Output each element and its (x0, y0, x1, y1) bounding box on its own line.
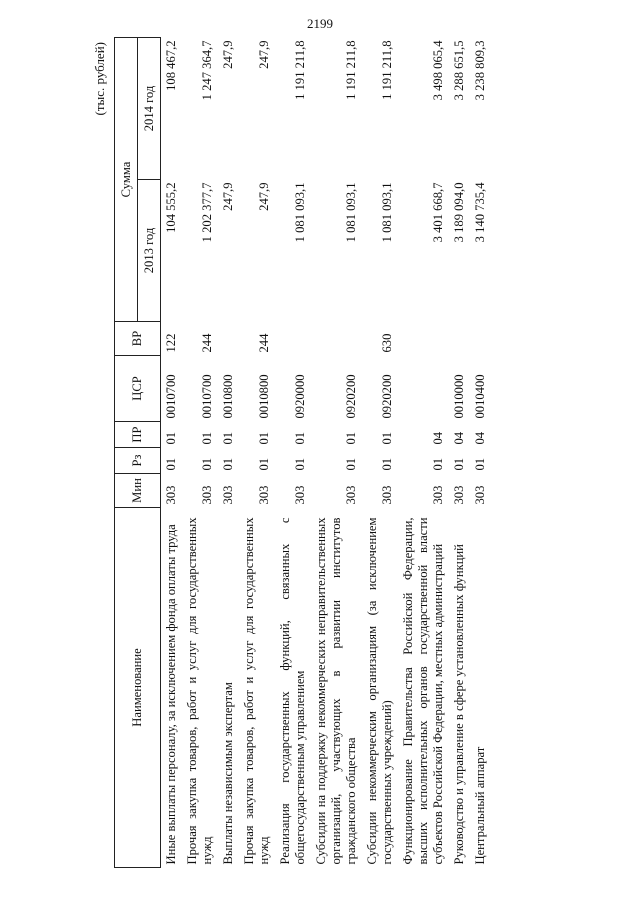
row-min: 303 (452, 485, 466, 505)
row-2014: 3 498 065,4 (431, 40, 445, 101)
table-row (311, 37, 362, 867)
row-rz: 01 (380, 457, 394, 471)
row-csr: 0920200 (380, 374, 394, 419)
row-rz: 01 (452, 457, 466, 471)
header-2014: 2014 год (138, 37, 161, 179)
row-rz: 01 (431, 457, 445, 471)
table-row (449, 37, 470, 867)
row-pr: 04 (452, 431, 466, 445)
header-min: Мин (115, 474, 161, 508)
row-name: Функционирование Правительства Российской Федерации, высших исполнительных органов государственной власти субъектов Российской Федерации, местных администраций (401, 517, 445, 865)
row-csr: 0010700 (164, 374, 178, 419)
row-vr: 122 (164, 333, 178, 353)
row-pr: 04 (431, 431, 445, 445)
row-2014: 247,9 (257, 40, 271, 69)
rotated-table-area (92, 38, 522, 868)
table-row (218, 37, 239, 867)
row-min: 303 (164, 485, 178, 505)
row-csr: 0010800 (257, 374, 271, 419)
row-vr: 244 (257, 333, 271, 353)
table-row (161, 37, 183, 867)
row-2014: 3 288 651,5 (452, 40, 466, 101)
table-row (362, 37, 398, 867)
page-number: 2199 (307, 16, 333, 31)
row-vr (398, 322, 449, 356)
row-2013: 1 081 093,1 (293, 182, 307, 243)
row-pr: 01 (293, 431, 307, 445)
row-csr: 0920200 (344, 374, 358, 419)
row-rz: 01 (473, 457, 487, 471)
row-2014: 108 467,2 (164, 40, 178, 91)
row-2014: 1 191 211,8 (380, 40, 394, 100)
table-row (182, 37, 218, 867)
table-row (239, 37, 275, 867)
row-2013: 1 202 377,7 (200, 182, 214, 243)
row-2014: 3 238 809,3 (473, 40, 487, 101)
row-name: Субсидии некоммерческим организациям (за исключением государственных учреждений) (365, 517, 394, 865)
row-2013: 3 140 735,4 (473, 182, 487, 243)
row-rz: 01 (221, 457, 235, 471)
row-name: Руководство и управление в сфере установленных функций (452, 544, 466, 865)
header-2013: 2013 год (138, 180, 161, 322)
row-vr: 630 (380, 333, 394, 353)
header-pr: ПР (115, 422, 161, 448)
row-min: 303 (344, 485, 358, 505)
row-vr (449, 322, 470, 356)
header-name: Наименование (115, 508, 161, 868)
row-pr: 01 (164, 431, 178, 445)
row-pr: 01 (344, 431, 358, 445)
row-pr: 01 (257, 431, 271, 445)
row-2013: 1 081 093,1 (344, 182, 358, 243)
row-2013: 3 189 094,0 (452, 182, 466, 243)
row-2014: 247,9 (221, 40, 235, 69)
row-name: Центральный аппарат (473, 746, 487, 865)
table-row (470, 37, 491, 867)
row-2014: 1 191 211,8 (293, 40, 307, 100)
row-name: Иные выплаты персоналу, за исключением фонда оплаты труда (164, 524, 178, 865)
row-min: 303 (200, 485, 214, 505)
row-csr (398, 356, 449, 422)
row-csr: 0920000 (293, 374, 307, 419)
header-sum: Сумма (115, 37, 138, 321)
row-vr (470, 322, 491, 356)
header-rz: Рз (115, 448, 161, 474)
row-2013: 247,9 (257, 182, 271, 211)
row-pr: 04 (473, 431, 487, 445)
row-2013: 104 555,2 (164, 182, 178, 233)
row-name: Прочая закупка товаров, работ и услуг для государственных нужд (185, 517, 214, 865)
row-name: Прочая закупка товаров, работ и услуг для государственных нужд (242, 517, 271, 865)
row-name: Реализация государственных функций, связанных с общегосударственным управлением (278, 517, 307, 865)
row-csr: 0010800 (221, 374, 235, 419)
header-vr: ВР (115, 322, 161, 356)
row-rz: 01 (344, 457, 358, 471)
row-2013: 247,9 (221, 182, 235, 211)
table-header (115, 37, 161, 867)
row-vr (275, 322, 311, 356)
row-min: 303 (293, 485, 307, 505)
row-name: Выплаты независимым экспертам (221, 682, 235, 865)
row-rz: 01 (257, 457, 271, 471)
row-2014: 1 191 211,8 (344, 40, 358, 100)
row-2013: 3 401 668,7 (431, 182, 445, 243)
row-min: 303 (431, 485, 445, 505)
row-rz: 01 (293, 457, 307, 471)
row-pr: 01 (200, 431, 214, 445)
row-rz: 01 (200, 457, 214, 471)
row-min: 303 (473, 485, 487, 505)
units-label: (тыс. рублей) (92, 42, 107, 116)
row-vr: 244 (200, 333, 214, 353)
row-rz: 01 (164, 457, 178, 471)
row-csr: 0010700 (200, 374, 214, 419)
row-min: 303 (380, 485, 394, 505)
row-2013: 1 081 093,1 (380, 182, 394, 243)
row-2014: 1 247 364,7 (200, 40, 214, 101)
row-name: Субсидии на поддержку некоммерческих неправительственных организаций, участвующих в развитии институтов гражданского общества (314, 517, 358, 865)
row-vr (311, 322, 362, 356)
table-row (275, 37, 311, 867)
row-min: 303 (221, 485, 235, 505)
table-row (398, 37, 449, 867)
row-csr: 0010000 (452, 374, 466, 419)
row-min: 303 (257, 485, 271, 505)
row-pr: 01 (380, 431, 394, 445)
row-pr: 01 (221, 431, 235, 445)
header-csr: ЦСР (115, 356, 161, 422)
budget-table (114, 37, 491, 868)
row-csr: 0010400 (473, 374, 487, 419)
row-vr (218, 322, 239, 356)
